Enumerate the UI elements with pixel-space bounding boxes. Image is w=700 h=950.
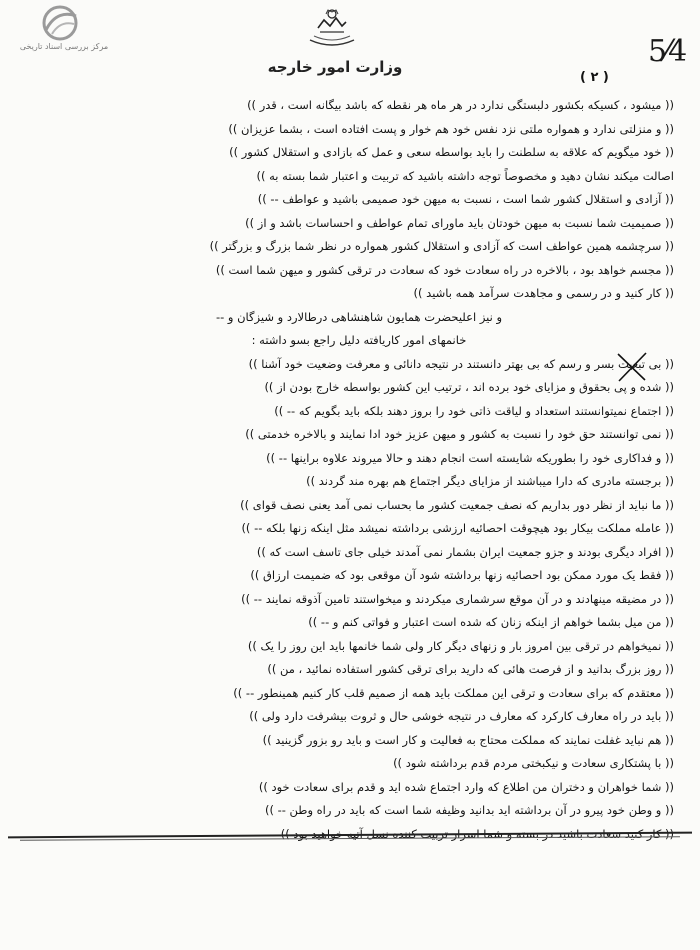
document-reference-number: 5⁄4 xyxy=(648,34,686,69)
text-line: اصالت میکند نشان دهید و مخصوصاً توجه داشته باشید که تربیت و اعتبار شما بسته به )) xyxy=(256,168,674,183)
text-line: (( روز بزرگ بدانید و از فرصت هائی که دارید برای ترقی کشور استفاده نمائید ، من )) xyxy=(267,662,674,676)
text-line: (( آزادی و استقلال کشور شما است ، نسبت به میهن خود صمیمی باشید و عواطف -- )) xyxy=(257,192,674,206)
text-line: (( سرچشمه همین عواطف است که آزادی و استقلال کشور همواره در نظر شما بزرگ و بزرگتر )) xyxy=(209,239,674,253)
text-line: (( کار کنید سعادت باشید در بسته و شما اسرار تربیت کننده نسل آتیه خواهید بود )) xyxy=(280,826,674,841)
text-line: (( نمیخواهم در ترقی بین امروز بار و زنهای دیگر کار ولی شما خانمها باید این روز را یک )) xyxy=(247,638,674,653)
text-line: (( با پشتکاری سعادت و نیکبختی مردم قدم برداشته شود )) xyxy=(393,756,674,770)
text-line: (( شما خواهران و دختران من اطلاع که وارد اجتماع شده اید و قدم برای سعادت خود )) xyxy=(258,779,674,794)
text-line: (( بی تبعیت بسر و رسم که بی بهتر دانستند در نتیجه دانائی و معرفت وضعیت خود آشنا )) xyxy=(248,356,674,371)
lion-and-sun-emblem-icon xyxy=(304,6,360,50)
archive-watermark xyxy=(4,2,124,58)
text-line: (( معتقدم که برای سعادت و ترقی این مملکت باید همه از صمیم قلب کار کنیم همینطور -- )) xyxy=(233,685,674,700)
text-line: (( اجتماع نمیتوانستند استعداد و لیاقت ذاتی خود را بروز دهند بلکه باید بگویم که -- )) xyxy=(274,403,674,418)
text-line: (( برجسته مادری که دارا میباشند از مزایای دیگر اجتماع هم بهره مند گردند )) xyxy=(306,474,674,488)
text-line: (( فقط یک مورد ممکن بود احصائیه زنها برداشته شود آن موقعی بود که ضمیمت ارزاق )) xyxy=(250,568,674,582)
text-line: (( کار کنید و در رسمی و مجاهدت سرآمد همه باشید )) xyxy=(413,286,674,300)
text-line: (( و منزلتی ندارد و همواره ملتی نزد نفس خود هم خوار و پست افتاده است ، بشما عزیزان )) xyxy=(228,121,674,136)
text-line: خانمهای امور کاریافته دلیل راجع بسو داشته : xyxy=(251,333,467,347)
text-line: (( باید در راه معارف کارکرد که معارف در نتیجه خوشی حال و ثروت بیشرفت دارد ولی )) xyxy=(249,709,674,723)
text-line: (( شده و پی بحقوق و مزایای خود برده اند ، ترتیب این کشور بواسطه خارج بودن از )) xyxy=(264,380,674,394)
text-line: (( نمی توانستند حق خود را نسبت به کشور و میهن عزیز خود ادا نمایند و بالاخره خدمتی )) xyxy=(245,427,674,441)
text-line: (( هم نباید غفلت نمایند که مملکت محتاج به فعالیت و کار است و باید رو بزور گزینید )) xyxy=(262,732,674,747)
text-line: (( خود میگویم که علاقه به سلطنت را باید بواسطه سعی و عمل که بازادی و استقلال کشور )) xyxy=(229,145,674,159)
text-line: (( میشود ، کسیکه بکشور دلبستگی ندارد در هر ماه هر نقطه که باشد بیگانه است ، قدر )) xyxy=(247,98,674,112)
text-line: (( من میل بشما خواهم از اینکه زنان که شده است اعتبار و فواتی کنم و -- )) xyxy=(308,615,674,629)
text-line: (( ما نباید از نظر دور بداریم که نصف جمعیت کشور ما بحساب نمی آمد یعنی نصف قوای )) xyxy=(240,497,674,512)
text-line: و نیز اعلیحضرت همایون شاهنشاهی درطالارد و شیزگان و -- xyxy=(215,309,503,324)
text-line: (( عامله مملکت بیکار بود هیچوقت احصائیه ارزشی برداشته نمیشد مثل اینکه زنها بلکه -- )) xyxy=(241,521,674,535)
ministry-letterhead: وزارت امور خارجه xyxy=(267,58,403,76)
text-line: (( و فداکاری خود را بطوریکه شایسته است انجام دهند و حالا میروند علاوه براینها -- )) xyxy=(266,450,674,465)
text-line: (( صمیمیت شما نسبت به میهن خودتان باید ماورای تمام عواطف و احساسات باشد و از )) xyxy=(245,215,674,230)
document-body xyxy=(44,94,674,846)
page-number: ( ۲ ) xyxy=(580,70,609,85)
watermark-text: مرکز بررسی اسناد تاریخی xyxy=(19,42,109,51)
text-line: (( مجسم خواهد بود ، بالاخره در راه سعادت خود که سعادت در ترقی کشور و میهن شما است )) xyxy=(215,262,674,277)
text-line: (( و وطن خود پیرو در آن برداشته اید بدانید وظیفه شما است که باید در راه وطن -- )) xyxy=(264,803,674,817)
text-line: (( در مضیقه مینهادند و در آن موقع سرشماری میکردند و میخواستند تامین آذوقه نمایند -- )) xyxy=(241,591,674,606)
archive-logo-icon xyxy=(36,4,84,42)
text-line: (( افراد دیگری بودند و جزو جمعیت ایران بشمار نمی آمدند خیلی جای تاسف است که )) xyxy=(256,544,674,559)
